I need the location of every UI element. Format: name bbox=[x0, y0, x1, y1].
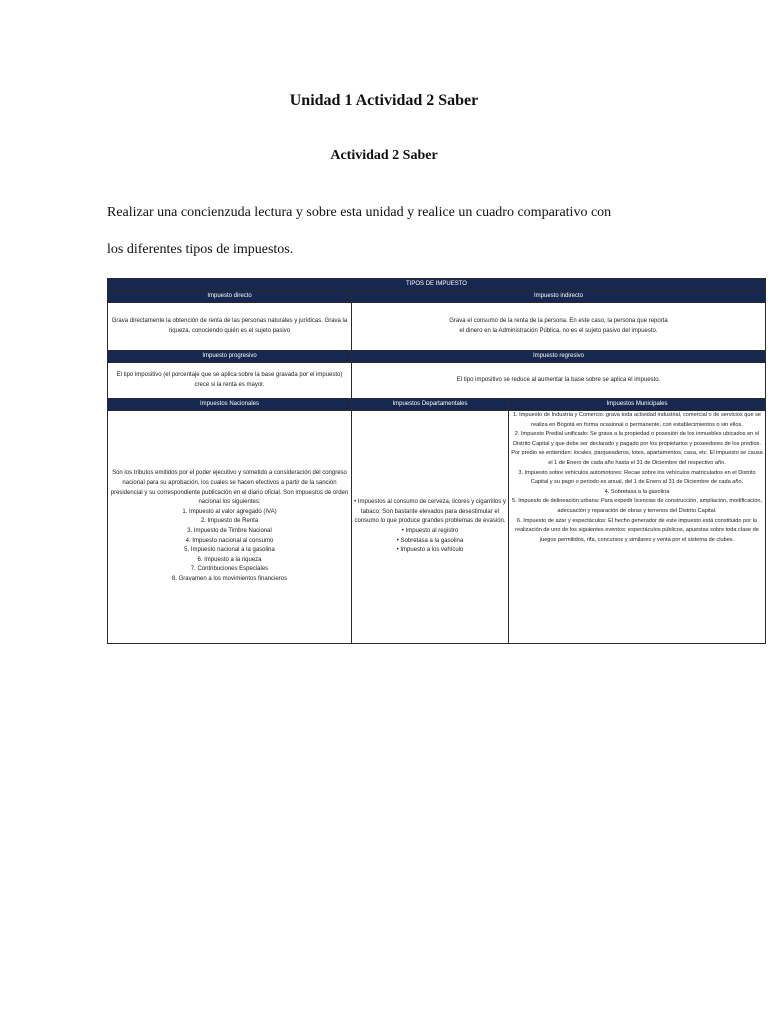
list-item: • Impuesto a los vehículo bbox=[396, 547, 464, 554]
list-item: 5. Impuesto de delineación urbana: Para expedir licencias de construcción, ampliación, modificación, adecuación y reparación de obras y terrenos del Distrito Capital. bbox=[512, 498, 762, 515]
list-item: 2. Impuesto Predial unificado: Se grava a la propiedad o posesión de los inmuebles ubicados en el Distrito Capital y que debe ser declarado y pagado por los propietarios y poseedores de los predios. Por predio se entienden: locales, parqueaderos, lotes, apartamentos, casa, etc. El impuesto se causa el 1 de Enero de cada año hasta el 31 de Diciembre del respectivo año. bbox=[511, 431, 763, 467]
intro-paragraph bbox=[107, 194, 707, 268]
nacionales-intro: Son los tributos emitidos por el poder ejecutivo y sometido a consideración del congreso nacional para su aprobación, los cuales se hacen efectivos a partir de la sanción presidencial y su correspondiente publicación en el diario oficial. Son impuestos de orden nacional los siguientes: bbox=[110, 470, 349, 506]
header-impuestos-municipales: Impuestos Municipales bbox=[509, 399, 766, 411]
indirecto-line: el dinero en la Administración Pública, no es el sujeto pasivo del impuesto. bbox=[459, 327, 658, 334]
list-item: 5. Impuesto nacional a la gasolina bbox=[184, 547, 275, 554]
list-item: 3. Impuesto sobre vehículos automotores: Recae sobre los vehículos matriculados en el Distrito Capital y su pago o periodo es anual, del 1 de Enero al 31 de Diciembre de cada año. bbox=[518, 469, 756, 486]
header-impuesto-indirecto: Impuesto indirecto bbox=[352, 291, 766, 303]
header-impuesto-directo: Impuesto directo bbox=[108, 291, 352, 303]
list-item: 2. Impuesto de Renta bbox=[200, 518, 259, 525]
indirecto-line: Grava el consumo de la renta de la persona. En este caso, la persona que reporta bbox=[449, 317, 668, 324]
list-item: 8. Gravamen a los movimientos financieros bbox=[171, 575, 288, 582]
list-item: 1. Impuesto de Industria y Comercio: grava toda actividad industrial, comercial o de servicios que se realiza en Bogotá en forma ocasional o permanente, con establecimientos o sin ellos. bbox=[512, 412, 762, 428]
list-item: 6. Impuesto a la riqueza bbox=[197, 556, 262, 563]
cell-impuesto-directo: Grava directamente la obtención de renta de las personas naturales y jurídicas. Grava la riqueza, conociendo quién es el sujeto pasivo bbox=[108, 303, 352, 351]
list-item: • Impuestos al consumo de cerveza, licores y cigarrillos y tabaco: Son bastante elevados para desestimular el consumo lo que produce grandes problemas de evasión. bbox=[354, 499, 506, 525]
list-item: 6. Impuesto de azar y espectáculos: El hecho generador de este impuesto está constituido por la realización de uno de los siguientes eventos: espectáculos públicos, apuestas sobre toda clase de juegos permitidos, rifa, concursos y similares y venta por el sistema de clubes. bbox=[515, 517, 759, 543]
list-item: 1. Impuesto al valor agregado (IVA) bbox=[182, 508, 277, 515]
subtitle: Actividad 2 Saber bbox=[330, 148, 438, 163]
cell-impuestos-departamentales bbox=[352, 411, 509, 644]
table-title: TIPOS DE IMPUESTO bbox=[108, 279, 766, 291]
list-item: • Sobretasa a la gasolina bbox=[396, 537, 464, 544]
list-item: 7. Contribuciones Especiales bbox=[190, 566, 269, 573]
header-impuesto-regresivo: Impuesto regresivo bbox=[352, 351, 766, 363]
cell-impuestos-nacionales bbox=[108, 411, 352, 644]
cell-impuesto-progresivo: El tipo impositivo (el porcentaje que se aplica sobre la base gravada por el impuesto) crece si la renta es mayor. bbox=[108, 363, 352, 399]
header-impuestos-departamentales: Impuestos Departamentales bbox=[352, 399, 509, 411]
list-item: 4. Sobretasa a la gasolina bbox=[604, 488, 670, 495]
cell-impuestos-municipales bbox=[509, 411, 766, 644]
list-item: 4. Impuesto nacional al consumo bbox=[185, 537, 274, 544]
intro-line: Realizar una concienzuda lectura y sobre esta unidad y realice un cuadro comparativo con bbox=[107, 205, 612, 220]
list-item: • Impuesto al registro bbox=[401, 528, 459, 534]
list-item: 3. Impuesto de Timbre Nacional bbox=[187, 528, 272, 534]
cell-impuesto-indirecto bbox=[352, 303, 766, 351]
header-impuestos-nacionales: Impuestos Nacionales bbox=[108, 399, 352, 411]
header-impuesto-progresivo: Impuesto progresivo bbox=[108, 351, 352, 363]
tax-types-table bbox=[107, 278, 766, 644]
page-title: Unidad 1 Actividad 2 Saber bbox=[289, 92, 479, 109]
cell-impuesto-regresivo: El tipo impositivo se reduce al aumentar la base sobre se aplica el impuesto. bbox=[352, 363, 766, 399]
intro-line: los diferentes tipos de impuestos. bbox=[107, 242, 294, 257]
